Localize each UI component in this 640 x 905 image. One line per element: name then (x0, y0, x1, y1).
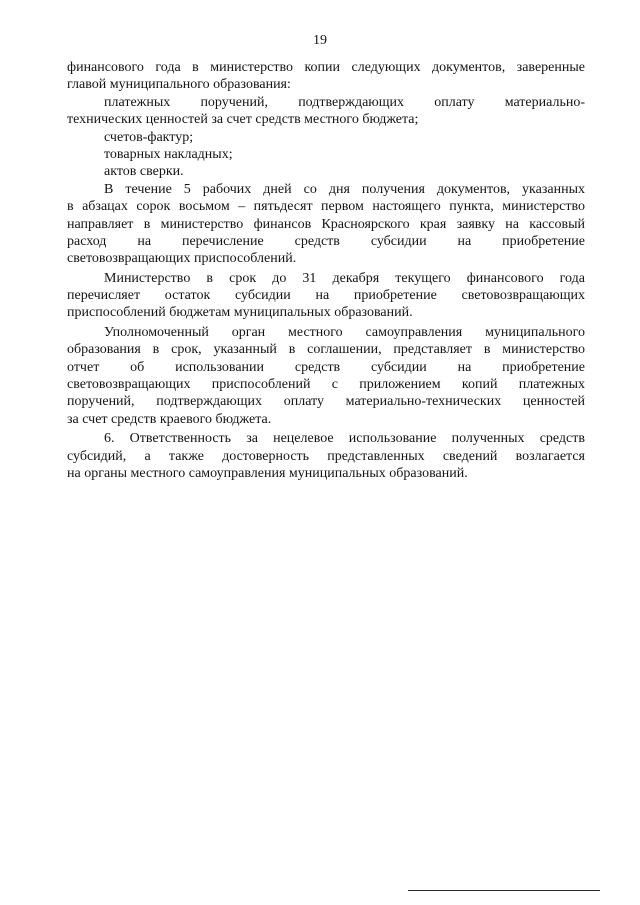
text-line: перечисляет остаток субсидии на приобретение световозвращающих (67, 288, 585, 304)
text-line: образования в срок, указанный в соглашении, представляет в министерство (67, 342, 585, 358)
text-line: световозвращающих приспособлений. (67, 251, 297, 267)
text-line: 6. Ответственность за нецелевое использование полученных средств (104, 431, 585, 447)
document-body (67, 59, 585, 482)
text-line: за счет средств краевого бюджета. (67, 411, 272, 427)
text-line: технических ценностей за счет средств местного бюджета; (67, 112, 419, 128)
page-number: 19 (313, 33, 327, 48)
text-line: на органы местного самоуправления муниципальных образований. (67, 465, 468, 481)
text-line: отчет об использовании средств субсидии на приобретение (67, 359, 585, 375)
text-line: направляет в министерство финансов Красноярского края заявку на кассовый (67, 216, 585, 232)
footer-rule (408, 890, 600, 891)
text-line: в абзацах сорок восьмом – пятьдесят первом настоящего пункта, министерство (67, 199, 585, 215)
text-line: товарных накладных; (104, 146, 233, 162)
text-line: расход на перечисление средств субсидии на приобретение (67, 233, 585, 249)
text-line: актов сверки. (104, 164, 184, 180)
text-line: финансового года в министерство копии следующих документов, заверенные (67, 60, 585, 75)
text-line: платежных поручений, подтверждающих оплату материально- (104, 94, 585, 110)
text-line: В течение 5 рабочих дней со дня получения документов, указанных (104, 181, 585, 197)
text-line: поручений, подтверждающих оплату материально-технических ценностей (67, 394, 585, 410)
text-line: субсидий, а также достоверность представленных сведений возлагается (67, 448, 585, 464)
text-line: Уполномоченный орган местного самоуправления муниципального (104, 324, 585, 340)
text-line: приспособлений бюджетам муниципальных образований. (67, 305, 413, 321)
text-line: световозвращающих приспособлений с приложением копий платежных (67, 377, 585, 393)
text-line: счетов-фактур; (104, 129, 194, 145)
text-line: Министерство в срок до 31 декабря текущего финансового года (104, 270, 585, 286)
text-line: главой муниципального образования: (67, 77, 291, 93)
